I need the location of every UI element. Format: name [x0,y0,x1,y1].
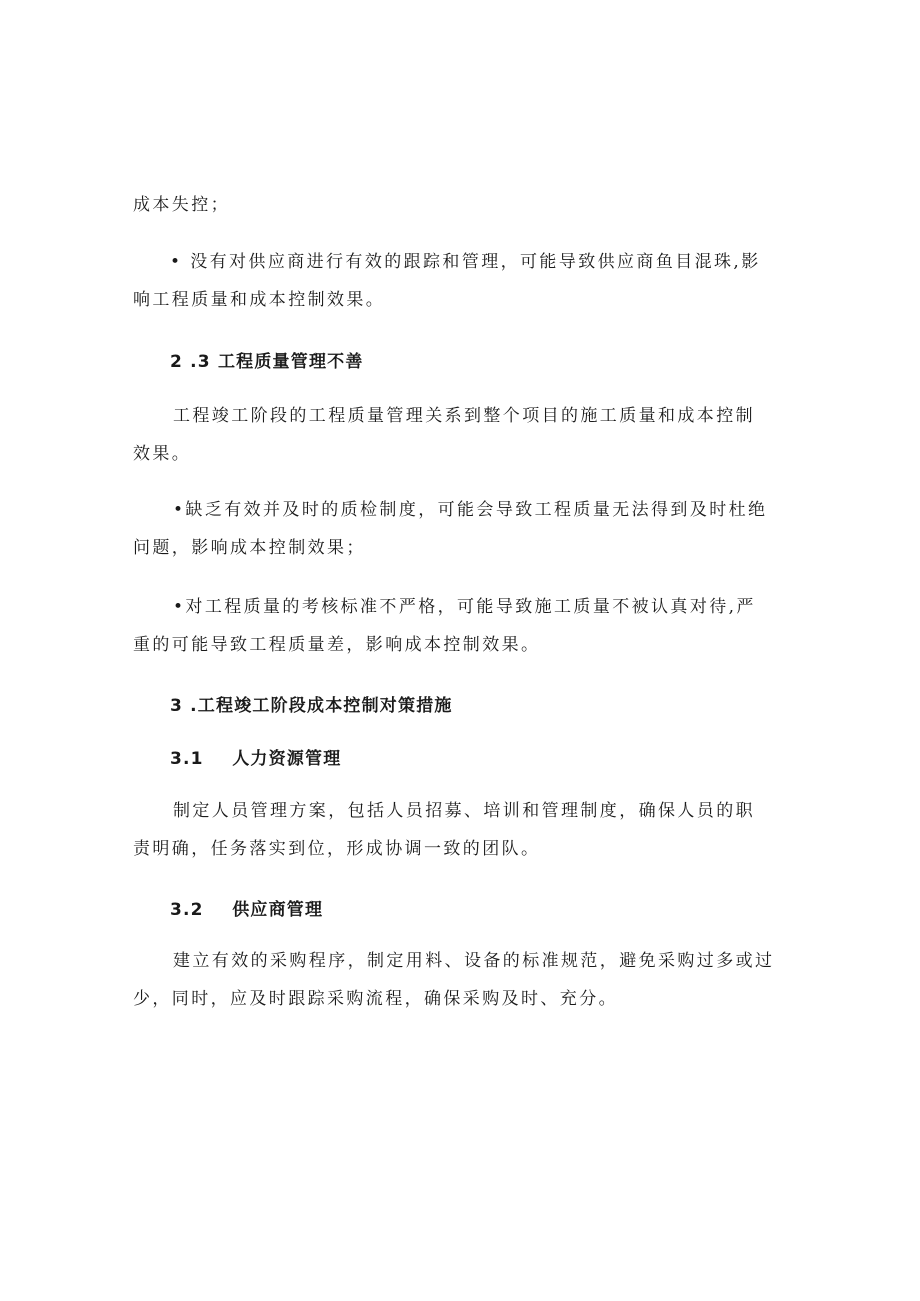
bullet-assessment-line-1: •对工程质量的考核标准不严格，可能导致施工质量不被认真对待,严 [173,597,756,617]
section-heading-3-2 [170,891,830,929]
section-heading-2-3-text: 2 .3 工程质量管理不善 [170,352,364,372]
paragraph-quality-line-1: 工程竣工阶段的工程质量管理关系到整个项目的施工质量和成本控制 [173,406,755,426]
paragraph-supplier-management [133,942,793,1018]
paragraph-supplier-line-2: 少，同时，应及时跟踪采购流程，确保采购及时、充分。 [133,989,618,1009]
paragraph-hr-management [133,792,793,868]
paragraph-hr-line-1: 制定人员管理方案，包括人员招募、培训和管理制度，确保人员的职 [173,801,755,821]
bullet-assessment-line-2: 重的可能导致工程质量差，影响成本控制效果。 [133,635,541,655]
section-heading-3 [170,687,830,725]
section-heading-2-3 [170,343,830,381]
paragraph-hr-line-2: 责明确，任务落实到位，形成协调一致的团队。 [133,839,541,859]
section-heading-3-2-text: 3.2 供应商管理 [170,900,324,920]
section-heading-3-1-text: 3.1 人力资源管理 [170,749,342,769]
bullet-inspection-line-2: 问题，影响成本控制效果； [133,538,366,558]
section-heading-3-1 [170,740,830,778]
bullet-inspection-system [133,491,793,567]
bullet-supplier-line-2: 响工程质量和成本控制效果。 [133,290,386,310]
bullet-assessment-standard [133,588,793,664]
paragraph-quality-line-2: 效果。 [133,444,192,464]
paragraph-quality-management [133,397,793,473]
bullet-supplier-line-1: • 没有对供应商进行有效的跟踪和管理，可能导致供应商鱼目混珠,影 [170,252,761,272]
bullet-supplier-tracking [133,243,810,319]
continuation-line: 成本失控； [133,195,230,215]
bullet-inspection-line-1: •缺乏有效并及时的质检制度，可能会导致工程质量无法得到及时杜绝 [173,500,768,520]
paragraph-supplier-line-1: 建立有效的采购程序，制定用料、设备的标准规范，避免采购过多或过 [173,951,775,971]
continuation-text [133,186,793,224]
section-heading-3-text: 3 .工程竣工阶段成本控制对策措施 [170,696,453,716]
